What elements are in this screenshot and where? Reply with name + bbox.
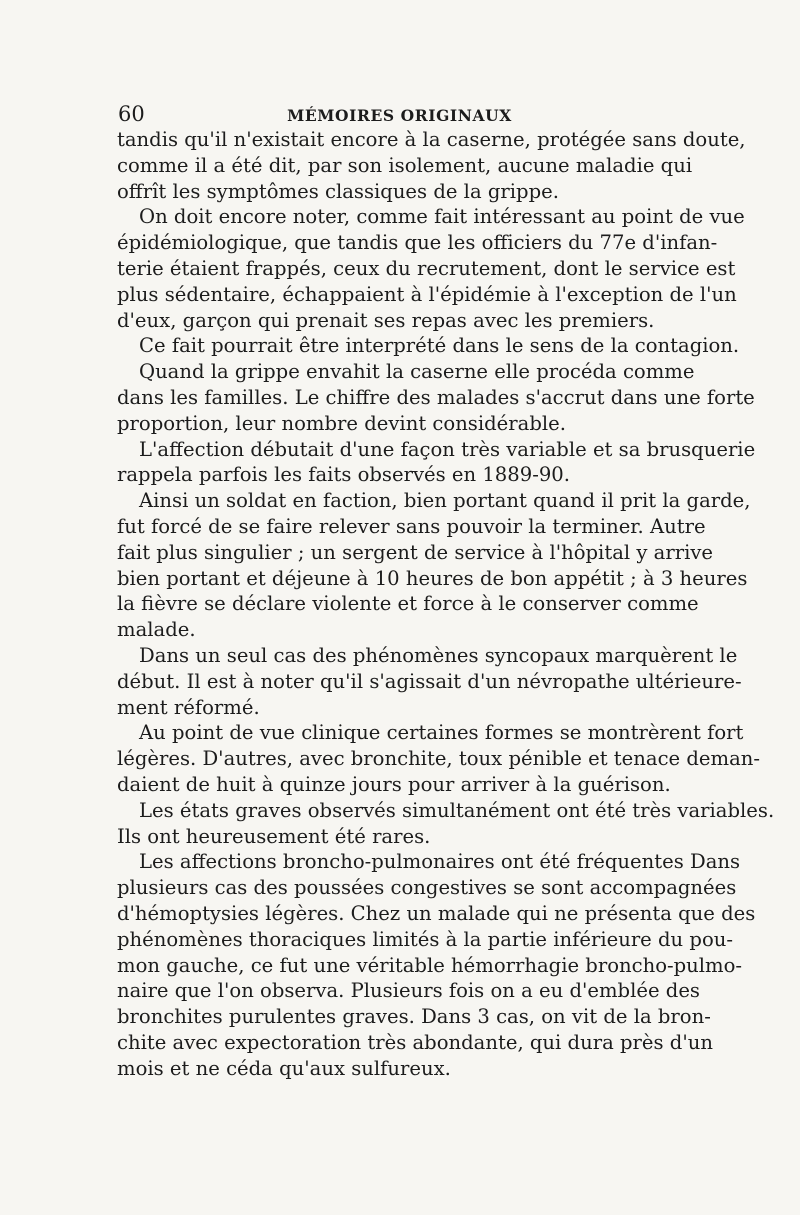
- text-line: tandis qu'il n'existait encore à la caserne, protégée sans doute,: [117, 128, 746, 151]
- text-line: début. Il est à noter qu'il s'agissait d'un névropathe ultérieure-: [117, 669, 742, 693]
- text-line: Quand la grippe envahit la caserne elle procéda comme: [139, 360, 695, 384]
- page-header: [112, 100, 687, 128]
- text-line: phénomènes thoraciques limités à la partie inférieure du pou-: [117, 927, 733, 951]
- text-line: mon gauche, ce fut une véritable hémorrhagie broncho-pulmo-: [117, 953, 743, 977]
- page-number: 60: [118, 102, 145, 126]
- text-line: terie étaient frappés, ceux du recrutement, dont le service est: [117, 256, 736, 280]
- text-line: L'affection débutait d'une façon très variable et sa brusquerie: [139, 437, 756, 461]
- text-line: la fièvre se déclare violente et force à le conserver comme: [117, 592, 699, 616]
- text-line: Les états graves observés simultanément ont été très variables.: [139, 798, 775, 822]
- text-line: bronchites purulentes graves. Dans 3 cas, on vit de la bron-: [117, 1005, 711, 1029]
- text-line: malade.: [117, 618, 196, 642]
- text-line: offrît les symptômes classiques de la grippe.: [117, 179, 559, 203]
- text-line: proportion, leur nombre devint considérable.: [117, 411, 566, 435]
- text-line: d'hémoptysies légères. Chez un malade qui ne présenta que des: [117, 901, 756, 925]
- text-line: Les affections broncho-pulmonaires ont été fréquentes Dans: [139, 850, 741, 874]
- text-line: Dans un seul cas des phénomènes syncopaux marquèrent le: [139, 643, 738, 667]
- text-line: épidémiologique, que tandis que les officiers du 77e d'infan-: [117, 231, 718, 255]
- text-line: rappela parfois les faits observés en 1889-90.: [117, 463, 570, 487]
- text-line: légères. D'autres, avec bronchite, toux pénible et tenace deman-: [117, 747, 761, 771]
- text-line: On doit encore noter, comme fait intéressant au point de vue: [139, 205, 745, 229]
- text-line: Ainsi un soldat en faction, bien portant quand il prit la garde,: [139, 489, 751, 513]
- text-line: Ce fait pourrait être interprété dans le sens de la contagion.: [139, 334, 740, 358]
- text-line: bien portant et déjeune à 10 heures de bon appétit ; à 3 heures: [117, 566, 748, 590]
- text-line: dans les familles. Le chiffre des malades s'accrut dans une forte: [117, 385, 755, 409]
- text-line: chite avec expectoration très abondante, qui dura près d'un: [117, 1030, 713, 1054]
- text-line: fut forcé de se faire relever sans pouvoir la terminer. Autre: [117, 514, 706, 538]
- text-line: Au point de vue clinique certaines formes se montrèrent fort: [139, 721, 744, 745]
- text-line: daient de huit à quinze jours pour arriver à la guérison.: [117, 772, 671, 796]
- text-line: ment réformé.: [117, 695, 260, 719]
- text-line: comme il a été dit, par son isolement, aucune maladie qui: [117, 153, 693, 177]
- text-line: plus sédentaire, échappaient à l'épidémie à l'exception de l'un: [117, 282, 737, 306]
- body-text: [117, 127, 775, 1081]
- text-line: plusieurs cas des poussées congestives se sont accompagnées: [117, 876, 737, 900]
- text-line: naire que l'on observa. Plusieurs fois on a eu d'emblée des: [117, 979, 700, 1003]
- text-line: mois et ne céda qu'aux sulfureux.: [117, 1056, 451, 1080]
- text-line: d'eux, garçon qui prenait ses repas avec les premiers.: [117, 308, 655, 332]
- text-line: fait plus singulier ; un sergent de service à l'hôpital y arrive: [117, 540, 714, 564]
- text-line: Ils ont heureusement été rares.: [117, 824, 431, 848]
- running-head: MÉMOIRES ORIGINAUX: [287, 106, 512, 125]
